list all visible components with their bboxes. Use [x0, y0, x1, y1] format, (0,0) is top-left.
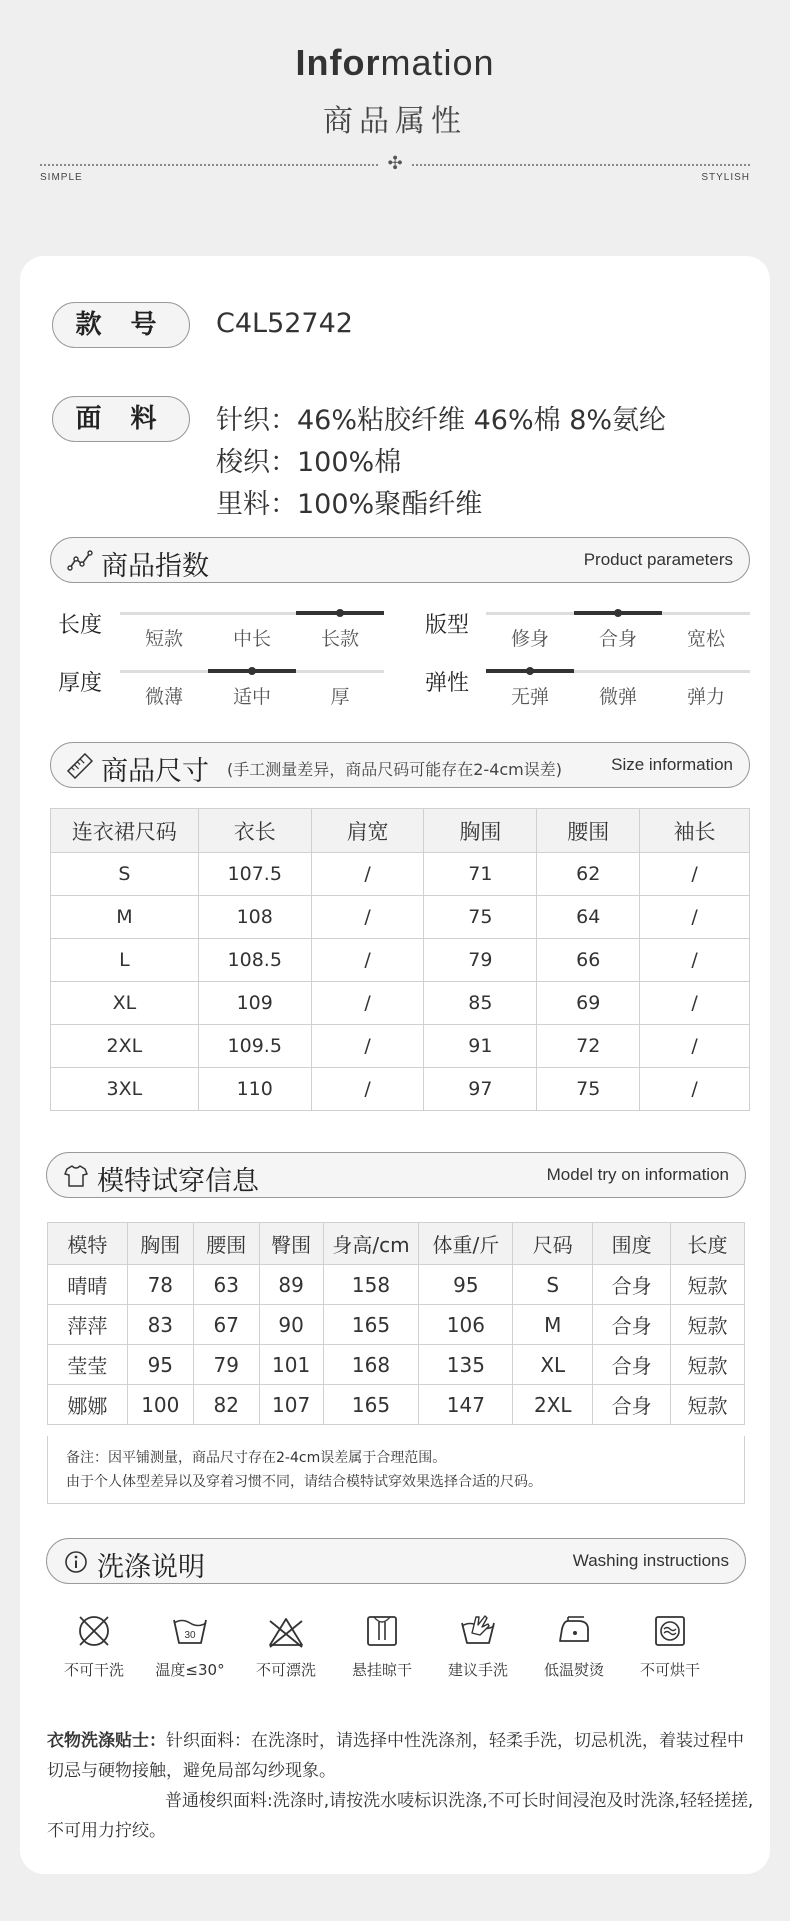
no-bleach-icon — [266, 1611, 306, 1651]
param-thickness-option: 适中 — [232, 686, 271, 708]
model-cell: 95 — [127, 1345, 193, 1385]
param-fit-marker — [614, 609, 622, 617]
param-fit-option: 修身 — [510, 628, 549, 650]
wash-item — [46, 1611, 142, 1680]
size-section-title: 商品尺寸 — [101, 756, 209, 787]
model-cell: 89 — [259, 1265, 323, 1305]
fabric-line-woven: 梭织：100%棉 — [216, 447, 402, 478]
size-header-cell: 腰围 — [537, 809, 640, 853]
model-cell: 106 — [419, 1305, 513, 1345]
param-elasticity-marker — [526, 667, 534, 675]
model-section-band — [46, 1152, 746, 1198]
size-cell: / — [640, 853, 750, 896]
model-header-cell: 围度 — [593, 1223, 671, 1265]
model-table-header — [48, 1223, 745, 1265]
model-cell: 合身 — [593, 1305, 671, 1345]
size-header-cell: 衣长 — [198, 809, 311, 853]
params-section-en: Product parameters — [583, 550, 733, 569]
size-cell: 107.5 — [198, 853, 311, 896]
param-length-label: 长度 — [58, 613, 103, 638]
size-cell: 108.5 — [198, 939, 311, 982]
size-header-cell: 肩宽 — [311, 809, 424, 853]
model-cell: 101 — [259, 1345, 323, 1385]
model-cell: 168 — [323, 1345, 419, 1385]
item-no-label: 款 号 — [52, 302, 190, 348]
table-row — [48, 1265, 745, 1305]
wash-tips-knit: 衣物洗涤贴士：针织面料：在洗涤时，请选择中性洗涤剂，轻柔手洗，切忌机洗，着装过程中切忌与硬物接触，避免局部勾纱现象。 — [47, 1731, 744, 1781]
model-cell: 147 — [419, 1385, 513, 1425]
model-header-cell: 臀围 — [259, 1223, 323, 1265]
param-thickness-option: 微薄 — [144, 686, 183, 708]
param-elasticity-label: 弹性 — [425, 671, 470, 696]
model-header-cell: 胸围 — [127, 1223, 193, 1265]
param-length-option: 短款 — [144, 628, 183, 650]
size-header-cell: 袖长 — [640, 809, 750, 853]
param-length-marker — [336, 609, 344, 617]
model-cell: 95 — [419, 1265, 513, 1305]
wash-item — [238, 1611, 334, 1680]
size-header-cell: 胸围 — [424, 809, 537, 853]
divider-right — [412, 164, 750, 166]
wash-label: 温度≤30° — [155, 1661, 225, 1679]
size-cell: 62 — [537, 853, 640, 896]
model-note-line: 由于个人体型差异以及穿着习惯不同，请结合模特试穿效果选择合适的尺码。 — [66, 1474, 542, 1490]
model-cell: 短款 — [671, 1345, 745, 1385]
wash-label: 不可干洗 — [63, 1661, 124, 1679]
model-header-cell: 身高/cm — [323, 1223, 419, 1265]
size-cell: 109.5 — [198, 1025, 311, 1068]
wash-label: 建议手洗 — [447, 1661, 508, 1679]
header-title: Information — [295, 42, 495, 83]
size-cell: 2XL — [51, 1025, 199, 1068]
size-cell: 3XL — [51, 1068, 199, 1111]
low-iron-icon — [554, 1611, 594, 1651]
table-row — [51, 1068, 750, 1111]
model-section-en: Model try on information — [546, 1165, 729, 1184]
param-length-option: 中长 — [232, 628, 271, 650]
size-cell: 71 — [424, 853, 537, 896]
model-cell: 107 — [259, 1385, 323, 1425]
table-row — [48, 1345, 745, 1385]
table-row — [51, 1025, 750, 1068]
model-cell: 135 — [419, 1345, 513, 1385]
item-no-value: C4L52742 — [216, 308, 353, 339]
param-fit-label: 版型 — [425, 613, 470, 638]
model-cell: 合身 — [593, 1265, 671, 1305]
size-header-cell: 连衣裙尺码 — [51, 809, 199, 853]
size-cell: 110 — [198, 1068, 311, 1111]
model-header-cell: 尺码 — [513, 1223, 593, 1265]
model-cell: 短款 — [671, 1265, 745, 1305]
table-row — [51, 982, 750, 1025]
model-cell: 78 — [127, 1265, 193, 1305]
wash-tips-title: 衣物洗涤贴士： — [47, 1731, 166, 1751]
table-row — [51, 896, 750, 939]
model-cell: XL — [513, 1345, 593, 1385]
model-cell: S — [513, 1265, 593, 1305]
model-cell: 晴晴 — [48, 1265, 128, 1305]
model-cell: 79 — [193, 1345, 259, 1385]
info-icon — [63, 1549, 89, 1575]
size-table-header — [51, 809, 750, 853]
param-elasticity-option: 微弹 — [598, 686, 637, 708]
model-cell: 83 — [127, 1305, 193, 1345]
model-cell: 合身 — [593, 1345, 671, 1385]
param-elasticity-option: 弹力 — [686, 686, 725, 708]
ruler-icon — [67, 753, 93, 779]
size-cell: 85 — [424, 982, 537, 1025]
model-header-cell: 模特 — [48, 1223, 128, 1265]
wash-item — [430, 1611, 526, 1680]
model-note — [47, 1436, 745, 1504]
param-elasticity-scale — [486, 670, 750, 708]
model-header-cell: 腰围 — [193, 1223, 259, 1265]
fabric-label: 面 料 — [52, 396, 190, 442]
size-cell: / — [311, 939, 424, 982]
table-row — [48, 1385, 745, 1425]
table-row — [51, 939, 750, 982]
size-cell: S — [51, 853, 199, 896]
size-section-en: Size information — [611, 755, 733, 774]
size-cell: / — [640, 896, 750, 939]
wash-item — [334, 1611, 430, 1680]
wash-item — [622, 1611, 718, 1680]
no-tumble-dry-icon — [650, 1611, 690, 1651]
trend-line-icon — [67, 548, 93, 574]
crosshair-icon: ✣ — [387, 153, 403, 174]
size-cell: / — [311, 1025, 424, 1068]
info-card — [20, 256, 770, 1874]
size-cell: XL — [51, 982, 199, 1025]
param-fit-scale — [486, 612, 750, 650]
params-section-title: 商品指数 — [101, 551, 209, 582]
model-cell: 短款 — [671, 1305, 745, 1345]
param-fit-option: 合身 — [598, 628, 637, 650]
model-cell: 63 — [193, 1265, 259, 1305]
size-table — [50, 808, 750, 1111]
wash-30-icon — [170, 1611, 210, 1651]
model-note-line: 备注：因平铺测量，商品尺寸存在2-4cm误差属于合理范围。 — [66, 1450, 447, 1466]
param-fit-option: 宽松 — [686, 628, 725, 650]
size-cell: 97 — [424, 1068, 537, 1111]
table-row — [48, 1305, 745, 1345]
page-header — [0, 0, 790, 200]
wash-section-title: 洗涤说明 — [97, 1552, 205, 1583]
param-elasticity-option: 无弹 — [510, 686, 549, 708]
divider-left — [40, 164, 378, 166]
param-thickness-marker — [248, 667, 256, 675]
header-left-tag: SIMPLE — [40, 172, 83, 183]
size-section-band — [50, 742, 750, 788]
model-cell: 娜娜 — [48, 1385, 128, 1425]
hand-wash-icon — [458, 1611, 498, 1651]
param-thickness-scale — [120, 670, 384, 708]
model-cell: 萍萍 — [48, 1305, 128, 1345]
size-cell: 66 — [537, 939, 640, 982]
size-cell: L — [51, 939, 199, 982]
size-cell: / — [640, 1068, 750, 1111]
size-cell: / — [640, 939, 750, 982]
param-thickness-option: 厚 — [330, 686, 350, 708]
model-header-cell: 长度 — [671, 1223, 745, 1265]
hang-dry-icon — [362, 1611, 402, 1651]
size-cell: / — [640, 1025, 750, 1068]
size-cell: / — [311, 1068, 424, 1111]
size-cell: / — [311, 896, 424, 939]
fabric-line-knit: 针织：46%粘胶纤维 46%棉 8%氨纶 — [216, 405, 667, 436]
size-cell: / — [640, 982, 750, 1025]
tshirt-icon — [63, 1163, 89, 1189]
size-cell: 69 — [537, 982, 640, 1025]
wash-tips-woven: 普通梭织面料:洗涤时,请按洗水唛标识洗涤,不可长时间浸泡及时洗涤,轻轻搓搓,不可用力拧绞。 — [47, 1791, 754, 1841]
model-cell: M — [513, 1305, 593, 1345]
size-cell: 109 — [198, 982, 311, 1025]
size-cell: 75 — [537, 1068, 640, 1111]
params-section-band — [50, 537, 750, 583]
size-cell: 75 — [424, 896, 537, 939]
size-cell: 79 — [424, 939, 537, 982]
wash-label: 不可漂洗 — [255, 1661, 316, 1679]
model-table — [47, 1222, 745, 1425]
model-cell: 2XL — [513, 1385, 593, 1425]
wash-section-band — [46, 1538, 746, 1584]
model-cell: 100 — [127, 1385, 193, 1425]
wash-label: 低温熨烫 — [543, 1661, 604, 1679]
fabric-line-lining: 里料：100%聚酯纤维 — [216, 489, 483, 520]
model-cell: 158 — [323, 1265, 419, 1305]
model-section-title: 模特试穿信息 — [97, 1166, 259, 1197]
model-cell: 90 — [259, 1305, 323, 1345]
param-length-scale — [120, 612, 384, 650]
param-length-option: 长款 — [320, 628, 359, 650]
wash-section-en: Washing instructions — [572, 1551, 729, 1570]
size-section-note: (手工测量差异，商品尺码可能存在2-4cm误差) — [227, 760, 563, 779]
size-cell: M — [51, 896, 199, 939]
size-cell: 91 — [424, 1025, 537, 1068]
size-cell: / — [311, 853, 424, 896]
wash-30-badge: 30 — [184, 1630, 196, 1641]
model-cell: 莹莹 — [48, 1345, 128, 1385]
wash-label: 悬挂晾干 — [351, 1661, 412, 1679]
table-row — [51, 853, 750, 896]
model-cell: 165 — [323, 1385, 419, 1425]
size-cell: / — [311, 982, 424, 1025]
model-cell: 165 — [323, 1305, 419, 1345]
wash-item — [526, 1611, 622, 1680]
wash-label: 不可烘干 — [639, 1661, 700, 1679]
model-header-cell: 体重/斤 — [419, 1223, 513, 1265]
size-cell: 64 — [537, 896, 640, 939]
header-right-tag: STYLISH — [701, 172, 750, 183]
wash-item — [142, 1611, 238, 1680]
model-cell: 短款 — [671, 1385, 745, 1425]
model-cell: 合身 — [593, 1385, 671, 1425]
model-cell: 82 — [193, 1385, 259, 1425]
header-subtitle: 商品属性 — [323, 104, 467, 139]
model-cell: 67 — [193, 1305, 259, 1345]
param-thickness-label: 厚度 — [58, 671, 103, 696]
no-dry-clean-icon — [74, 1611, 114, 1651]
size-cell: 72 — [537, 1025, 640, 1068]
size-cell: 108 — [198, 896, 311, 939]
